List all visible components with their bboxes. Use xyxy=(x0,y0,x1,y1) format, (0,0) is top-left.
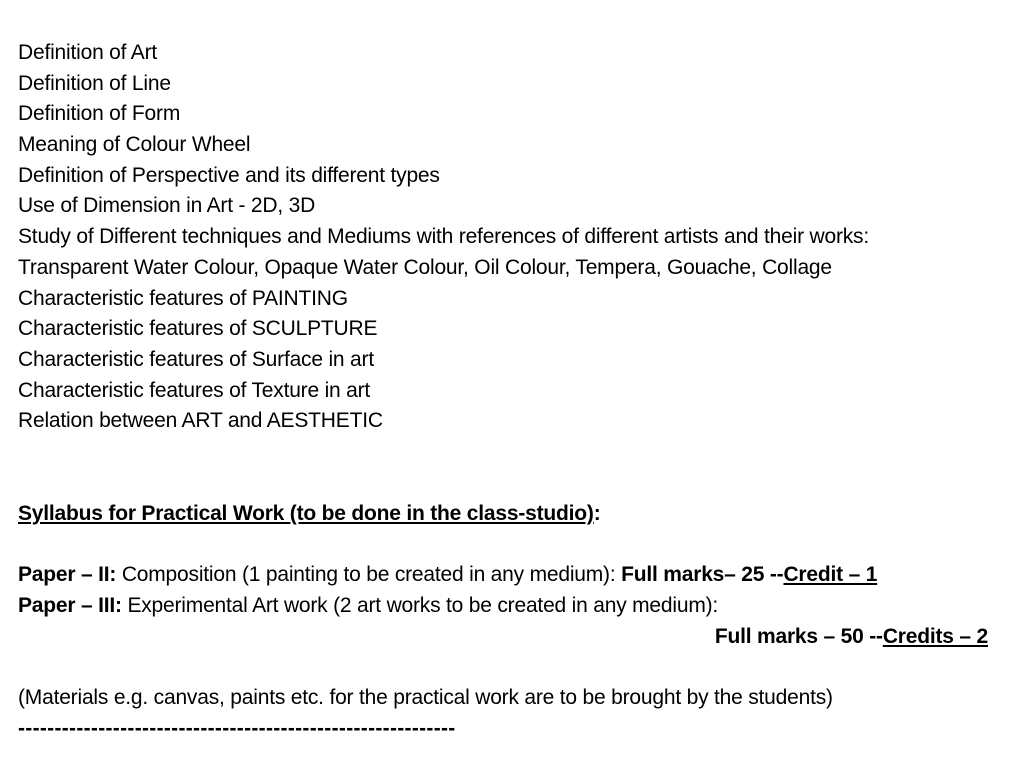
topic-item: Use of Dimension in Art - 2D, 3D xyxy=(18,194,316,218)
topic-item: Characteristic features of PAINTING xyxy=(18,286,348,310)
topic-item: Definition of Line xyxy=(18,71,171,95)
separator-line: ------------------------------------------------------------ xyxy=(18,716,456,740)
paper-3-label: Paper – III: xyxy=(18,594,122,618)
topic-item: Definition of Perspective and its different types xyxy=(18,163,440,187)
topic-item: Characteristic features of Texture in art xyxy=(18,378,371,402)
paper-3-marks-line xyxy=(18,622,988,653)
paper-2-label: Paper – II: xyxy=(18,563,117,587)
paper-2-description: Composition (1 painting to be created in any medium): xyxy=(116,563,622,587)
paper-3-marks: Full marks – 50 -- xyxy=(714,624,883,648)
paper-2-credit: Credit – 1 xyxy=(783,563,878,587)
spacer xyxy=(18,652,988,683)
practical-heading-text: Syllabus for Practical Work (to be done in the class-studio) xyxy=(18,502,594,525)
practical-heading xyxy=(18,499,988,530)
topic-item: Relation between ART and AESTHETIC xyxy=(18,409,383,433)
topic-item: Transparent Water Colour, Opaque Water Colour, Oil Colour, Tempera, Gouache, Collage xyxy=(18,255,832,279)
topic-item: Characteristic features of SCULPTURE xyxy=(18,317,378,341)
paper-3-description: Experimental Art work (2 art works to be created in any medium): xyxy=(121,594,719,618)
topic-item: Meaning of Colour Wheel xyxy=(18,133,251,157)
materials-note: (Materials e.g. canvas, paints etc. for the practical work are to be brought by the students) xyxy=(18,686,833,710)
topic-item: Definition of Art xyxy=(18,41,158,64)
practical-section xyxy=(18,499,988,745)
paper-2-line xyxy=(18,560,988,591)
topic-item: Definition of Form xyxy=(18,102,181,126)
paper-3-credit: Credits – 2 xyxy=(882,624,988,648)
practical-heading-colon: : xyxy=(593,502,601,525)
topic-item: Characteristic features of Surface in art xyxy=(18,347,374,371)
theory-topic-list xyxy=(18,38,1018,437)
paper-2-marks: Full marks– 25 -- xyxy=(621,563,784,587)
paper-3-line xyxy=(18,591,988,622)
topic-item: Study of Different techniques and Mediums with references of different artists and their works: xyxy=(18,225,869,249)
spacer xyxy=(18,530,988,561)
